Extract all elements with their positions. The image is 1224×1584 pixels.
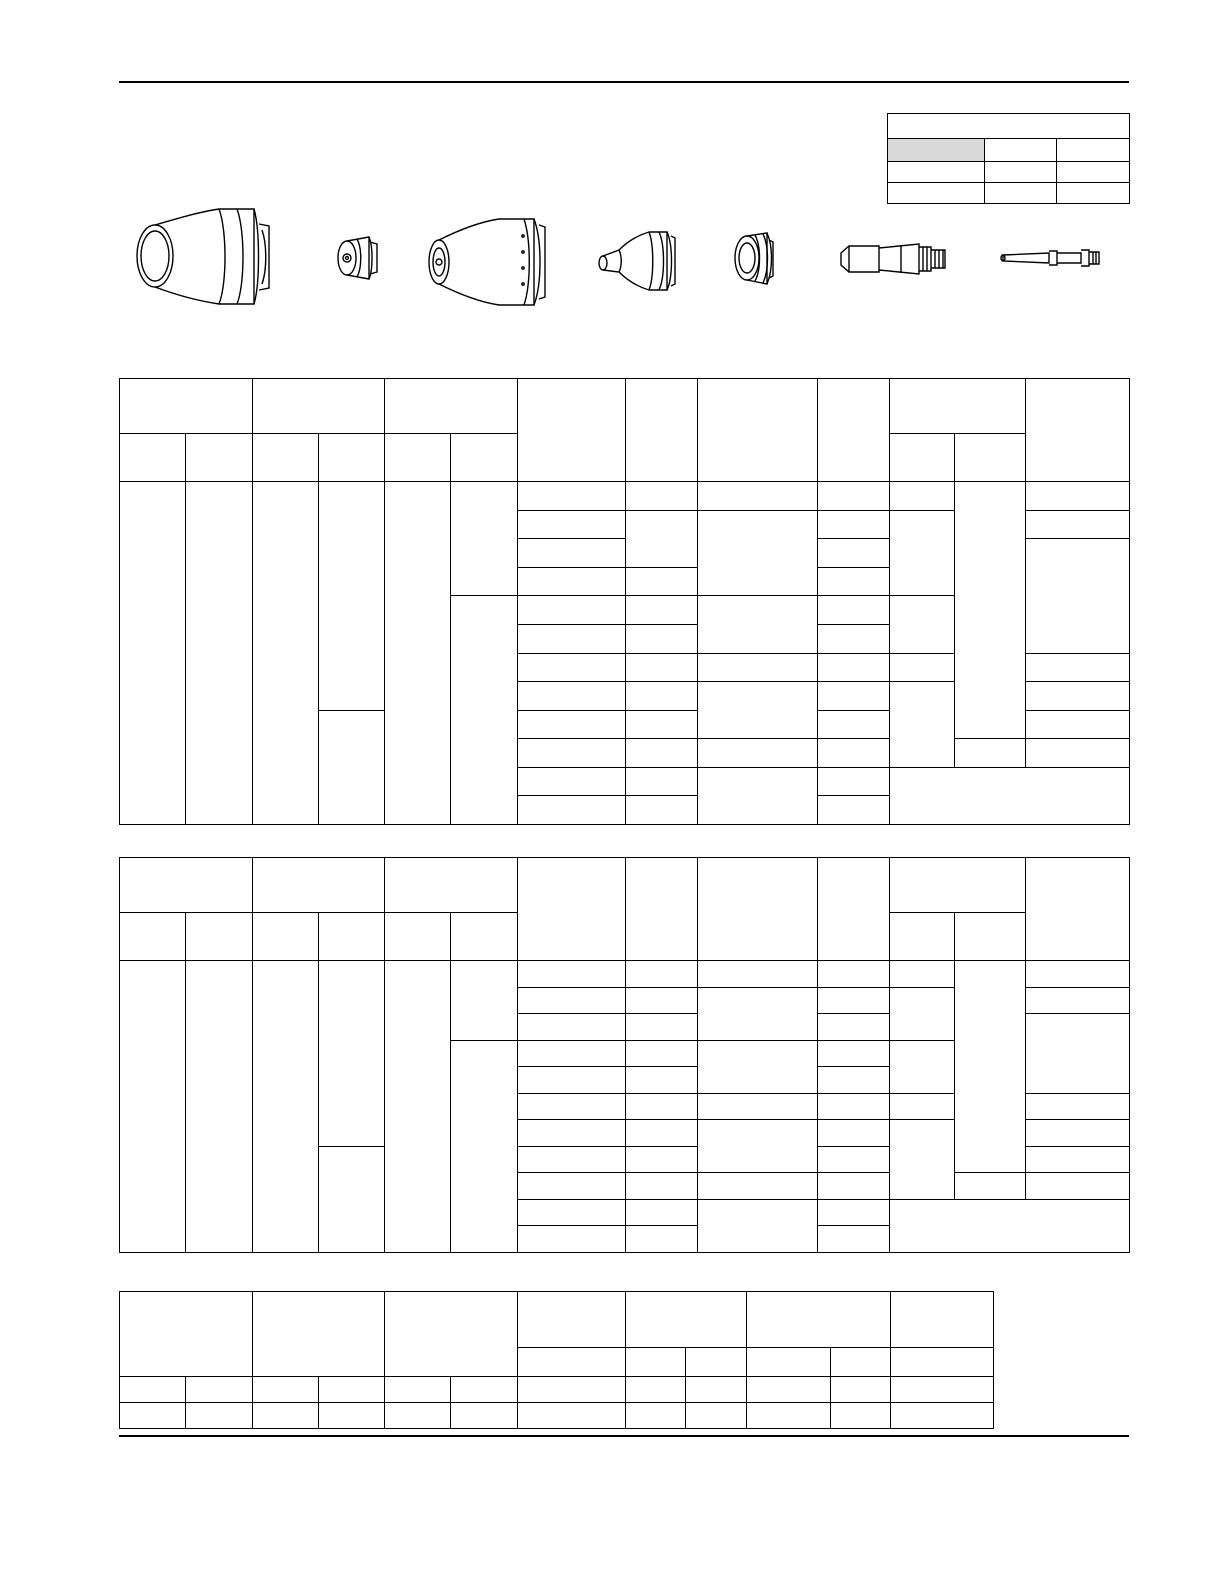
cut-chart-table-1: [119, 378, 1130, 825]
water-tube-icon: [1001, 250, 1099, 266]
header-rule: [119, 81, 1129, 83]
footer-rule: [119, 1435, 1129, 1437]
legend-shaded-cell: [888, 139, 985, 162]
cut-chart-table-2: [119, 857, 1130, 1253]
summary-table: [119, 1291, 994, 1429]
legend-table: [887, 113, 1130, 204]
swirl-ring-icon: [735, 233, 773, 284]
retaining-cap-icon: [429, 219, 545, 305]
electrode-icon: [841, 244, 945, 274]
shield-cap-icon: [137, 209, 269, 304]
nozzle-icon: [599, 232, 675, 290]
consumables-illustration: [119, 200, 1129, 318]
legend-title-cell: [888, 114, 1130, 139]
shield-icon: [338, 237, 377, 279]
